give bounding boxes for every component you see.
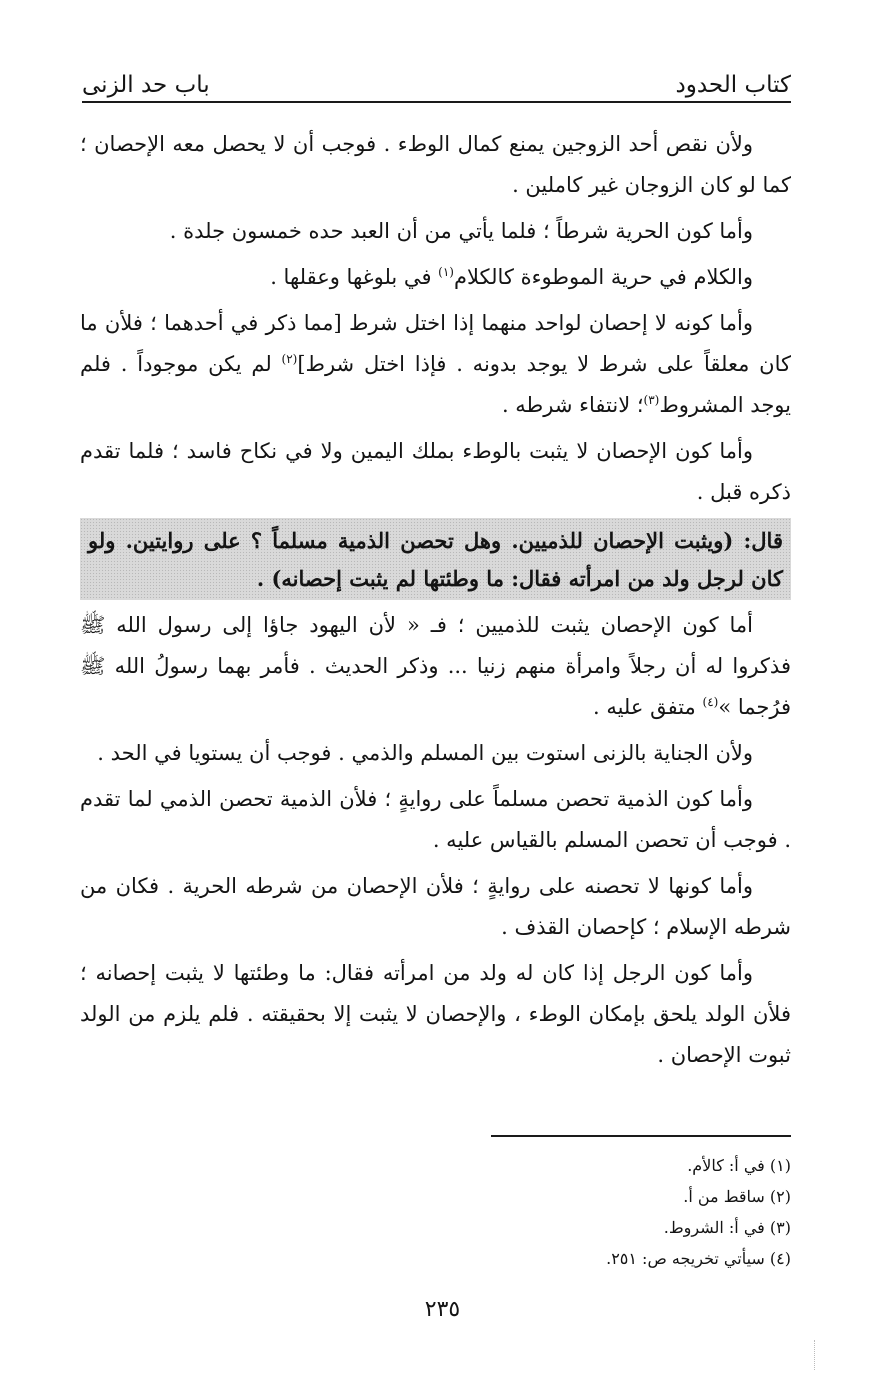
paragraph — [80, 303, 791, 426]
footnote-ref[interactable]: (٤) — [702, 695, 719, 709]
footnote: (٢) ساقط من أ. — [683, 1187, 791, 1206]
footnote: (٣) في أ: الشروط. — [663, 1218, 791, 1237]
footnote-ref[interactable]: (٣) — [643, 393, 660, 407]
paragraph-text: متفق عليه . — [592, 695, 703, 719]
footnote: (١) في أ: كالأم. — [687, 1156, 791, 1175]
paragraph-text: في بلوغها وعقلها . — [270, 265, 439, 289]
paragraph: ولأن نقص أحد الزوجين يمنع كمال الوطء . فوجب أن لا يحصل معه الإحصان ؛ كما لو كان الزوجان غير كاملين . — [80, 132, 791, 197]
paragraph-text: ؛ لانتفاء شرطه . — [501, 393, 644, 417]
chapter-title: باب حد الزنى — [82, 72, 210, 98]
book-title: كتاب الحدود — [675, 72, 791, 98]
paragraph: وأما كون الإحصان لا يثبت بالوطء بملك اليمين ولا في نكاح فاسد ؛ فلما تقدم ذكره قبل . — [80, 439, 791, 504]
footnote: (٤) سيأتي تخريجه ص: ٢٥١. — [606, 1249, 791, 1268]
footnote-rule — [491, 1135, 791, 1137]
paragraph: وأما كون الرجل إذا كان له ولد من امرأته فقال: ما وطئتها لا يثبت إحصانه ؛ فلأن الولد يلحق بإمكان الوطء ، والإحصان لا يثبت إلا بحقيقته . فلم يلزم من الولد ثبوت الإحصان . — [80, 961, 791, 1067]
paragraph: وأما كونها لا تحصنه على روايةٍ ؛ فلأن الإحصان من شرطه الحرية . فكان من شرطه الإسلام ؛ كإحصان القذف . — [80, 874, 791, 939]
paragraph — [80, 257, 791, 298]
paragraph-text: لم يكن موجوداً . فلم يوجد المشروط — [80, 352, 791, 417]
main-text — [80, 124, 791, 1081]
paragraph — [80, 605, 791, 728]
footnote-ref[interactable]: (١) — [438, 265, 454, 279]
paragraph: وأما كون الحرية شرطاً ؛ فلما يأتي من أن العبد حده خمسون جلدة . — [169, 219, 753, 243]
matn-highlight-block: قال: (ويثبت الإحصان للذميين. وهل تحصن الذمية مسلماً ؟ على روايتين. ولو كان لرجل ولد من امرأته فقال: ما وطئتها لم يثبت إحصانه) . — [80, 518, 791, 600]
paragraph: ولأن الجناية بالزنى استوت بين المسلم والذمي . فوجب أن يستويا في الحد . — [97, 741, 753, 765]
running-header — [82, 58, 791, 98]
footnote-ref[interactable]: (٢) — [281, 352, 298, 366]
paragraph-text: وأما كونه لا إحصان لواحد منهما إذا اختل شرط [مما ذكر في أحدهما ؛ فلأن ما كان معلقاً على شرط لا يوجد بدونه . فإذا اختل شرط] — [80, 311, 791, 376]
page-number: ٢٣٥ — [424, 1297, 461, 1322]
scan-speck — [814, 1340, 817, 1370]
paragraph: وأما كون الذمية تحصن مسلماً على روايةٍ ؛ فلأن الذمية تحصن الذمي لما تقدم . فوجب أن تحصن المسلم بالقياس عليه . — [80, 787, 791, 852]
footnotes — [300, 1150, 791, 1274]
paragraph-text: أما كون الإحصان يثبت للذميين ؛ فـ « لأن اليهود جاؤا إلى رسول الله ﷺ فذكروا له أن رجلاً وامرأة منهم زنيا ... وذكر الحديث . فأمر بهما رسولُ الله ﷺ فرُجما » — [80, 613, 791, 719]
header-rule — [82, 101, 791, 103]
paragraph-text: والكلام في حرية الموطوءة كالكلام — [453, 265, 753, 289]
